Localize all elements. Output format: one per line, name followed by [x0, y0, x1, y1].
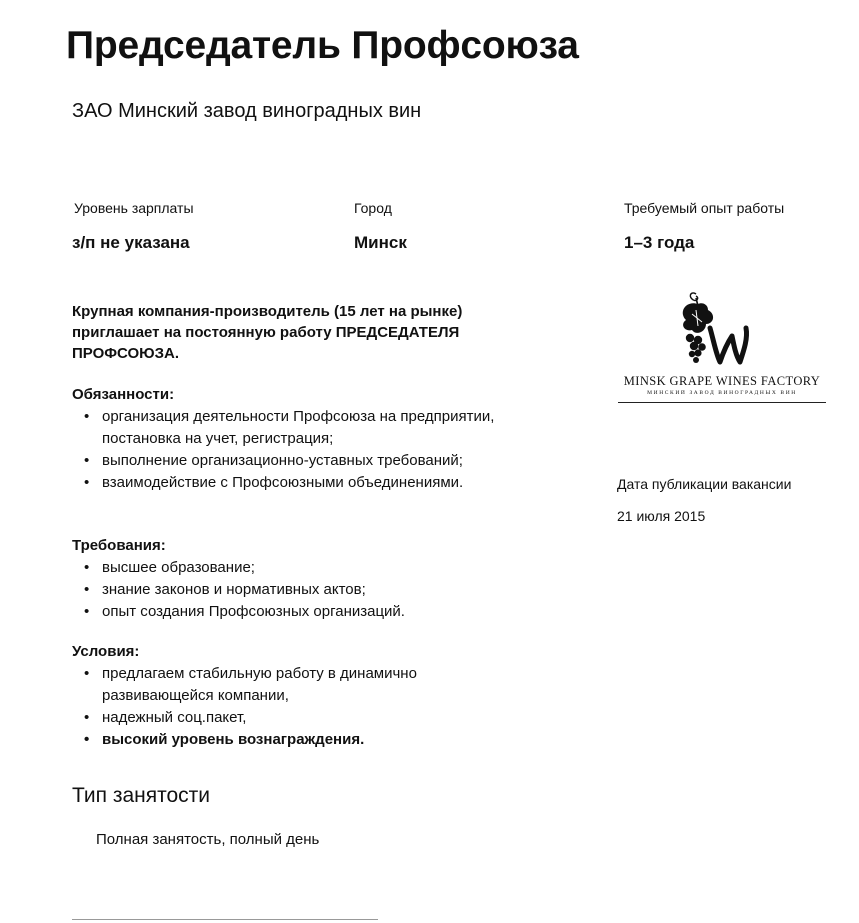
list-item	[72, 450, 552, 472]
experience-value: 1–3 года	[624, 233, 695, 252]
list-item-text: высшее образование;	[102, 559, 255, 576]
bullet-icon: •	[84, 559, 90, 576]
bullet-icon: •	[84, 731, 90, 748]
logo-subtitle: МИНСКИЙ ЗАВОД ВИНОГРАДНЫХ ВИН	[647, 390, 797, 396]
list-item-text: знание законов и нормативных актов;	[102, 581, 366, 598]
requirements-title: Требования:	[72, 537, 166, 554]
list-item-text: организация деятельности Профсоюза на предприятии, постановка на учет, регистрация;	[102, 408, 495, 447]
list-item	[72, 557, 552, 579]
duties-list	[72, 406, 552, 494]
conditions-list	[72, 663, 552, 751]
list-item	[72, 472, 552, 494]
conditions-section	[72, 641, 552, 751]
publication-date-label: Дата публикации вакансии	[617, 476, 792, 492]
list-item	[72, 601, 552, 623]
list-item	[72, 707, 552, 729]
list-item	[72, 663, 502, 707]
city-label: Город	[354, 200, 392, 216]
bullet-icon: •	[84, 709, 90, 726]
requirements-section	[72, 535, 552, 623]
list-item-text: выполнение организационно-уставных требований;	[102, 452, 463, 469]
bullet-icon: •	[84, 452, 90, 469]
list-item-text: надежный соц.пакет,	[102, 709, 247, 726]
employment-type-value: Полная занятость, полный день	[96, 831, 320, 848]
list-item-text: предлагаем стабильную работу в динамично развивающейся компании,	[102, 665, 417, 704]
list-item	[72, 579, 552, 601]
vacancy-title: Председатель Профсоюза	[66, 24, 579, 67]
bullet-icon: •	[84, 408, 90, 425]
list-item	[72, 406, 552, 450]
bullet-icon: •	[84, 665, 90, 682]
list-item	[72, 729, 552, 751]
grape-vine-w-logo-icon	[616, 290, 828, 374]
duties-title: Обязанности:	[72, 386, 175, 403]
conditions-title: Условия:	[72, 643, 140, 660]
vacancy-intro: Крупная компания-производитель (15 лет на рынке) приглашает на постоянную работу ПРЕДСЕДАТЕЛЯ ПРОФСОЮЗА.	[72, 303, 463, 362]
company-name[interactable]: ЗАО Минский завод виноградных вин	[72, 100, 422, 122]
list-item-text: высокий уровень вознаграждения.	[102, 731, 365, 748]
duties-section	[72, 384, 552, 494]
logo-name: MINSK GRAPE WINES FACTORY	[623, 374, 821, 388]
requirements-list	[72, 557, 552, 623]
bullet-icon: •	[84, 581, 90, 598]
bottom-divider	[72, 919, 378, 920]
city-value: Минск	[354, 233, 407, 252]
bullet-icon: •	[84, 603, 90, 620]
employment-type-heading: Тип занятости	[72, 784, 211, 807]
experience-label: Требуемый опыт работы	[624, 200, 785, 216]
salary-value: з/п не указана	[72, 233, 190, 252]
salary-label: Уровень зарплаты	[74, 200, 194, 216]
logo-divider	[618, 402, 826, 403]
company-logo[interactable]	[616, 290, 828, 408]
list-item-text: опыт создания Профсоюзных организаций.	[102, 603, 405, 620]
bullet-icon: •	[84, 474, 90, 491]
list-item-text: взаимодействие с Профсоюзными объединениями.	[102, 474, 464, 491]
publication-date: 21 июля 2015	[617, 508, 706, 524]
